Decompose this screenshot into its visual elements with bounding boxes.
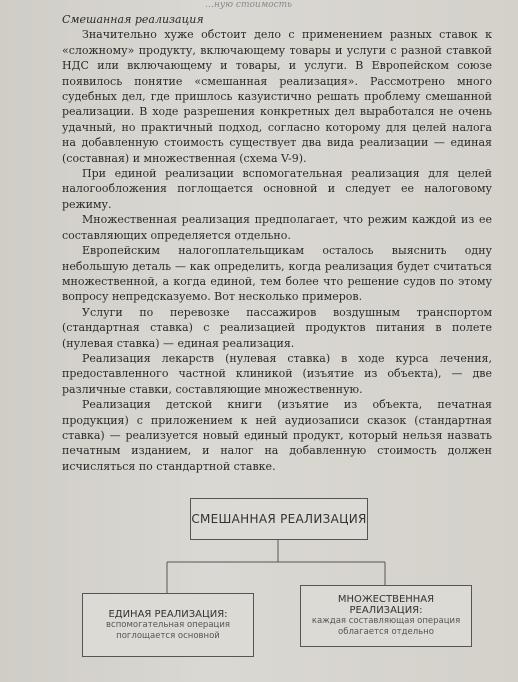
paragraph: Значительно хуже обстоит дело с применением разных ставок к «сложному» продукту, включающему товары и услуги с разной ставкой НДС или включающему и товары, и услуги. В Европейском союзе появилось понятие «смешанная реализация». Рассмотрено много судебных дел, где пришлось казуистично решать проблему смешанной реализации. В ходе разрешения конкретных дел выработался не очень удачный, но практичный подход, согласно которому для целей налога на добавленную стоимость существует два вида реализации — единая (составная) и множественная (схема V-9). xyxy=(62,28,492,165)
section-title: Смешанная реализация xyxy=(62,13,204,26)
running-header: …ную стоимость xyxy=(205,0,293,10)
paragraph: Услуги по перевозке пассажиров воздушным транспортом (стандартная ставка) с реализацией продуктов питания в полете (нулевая ставка) — единая реализация. xyxy=(62,305,492,350)
mixed-supply-label: СМЕШАННАЯ РЕАЛИЗАЦИЯ xyxy=(191,512,367,526)
mixed-supply-box xyxy=(190,498,368,540)
paragraph: Реализация детской книги (изъятие из объекта, печатная продукция) с приложением к ней аудиозаписи сказок (стандартная ставка) — реализуется новый единый продукт, который нельзя назвать печатным изданием, и налог на добавленную стоимость должен исчисляться по стандартной ставке. xyxy=(62,398,492,473)
scheme-diagram xyxy=(0,470,518,682)
body-text xyxy=(62,12,492,474)
multiple-supply-box xyxy=(300,585,472,647)
paragraph: Европейским налогоплательщикам осталось выяснить одну небольшую деталь — как определить, когда реализация будет считаться множественной, а когда единой, тем более что решение судов по этому вопросу непредсказуемо. Вот несколько примеров. xyxy=(62,244,492,304)
paragraph: При единой реализации вспомогательная реализация для целей налогообложения поглощается основной и следует ее налоговому режиму. xyxy=(62,167,492,211)
single-supply-title: ЕДИНАЯ РЕАЛИЗАЦИЯ: xyxy=(108,608,228,620)
paragraph: Множественная реализация предполагает, что режим каждой из ее составляющих определяется отдельно. xyxy=(62,213,492,242)
single-supply-box xyxy=(82,593,254,657)
single-supply-desc: вспомогательная операция поглощается основной xyxy=(106,619,230,641)
multiple-supply-title: МНОЖЕСТВЕННАЯ РЕАЛИЗАЦИЯ: xyxy=(337,594,435,616)
multiple-supply-desc: каждая составляющая операция облагается отдельно xyxy=(311,616,461,637)
paragraph: Реализация лекарств (нулевая ставка) в ходе курса лечения, предоставленного частной клиникой (изъятие из объекта), — две различные ставки, составляющие множественную. xyxy=(62,351,492,396)
